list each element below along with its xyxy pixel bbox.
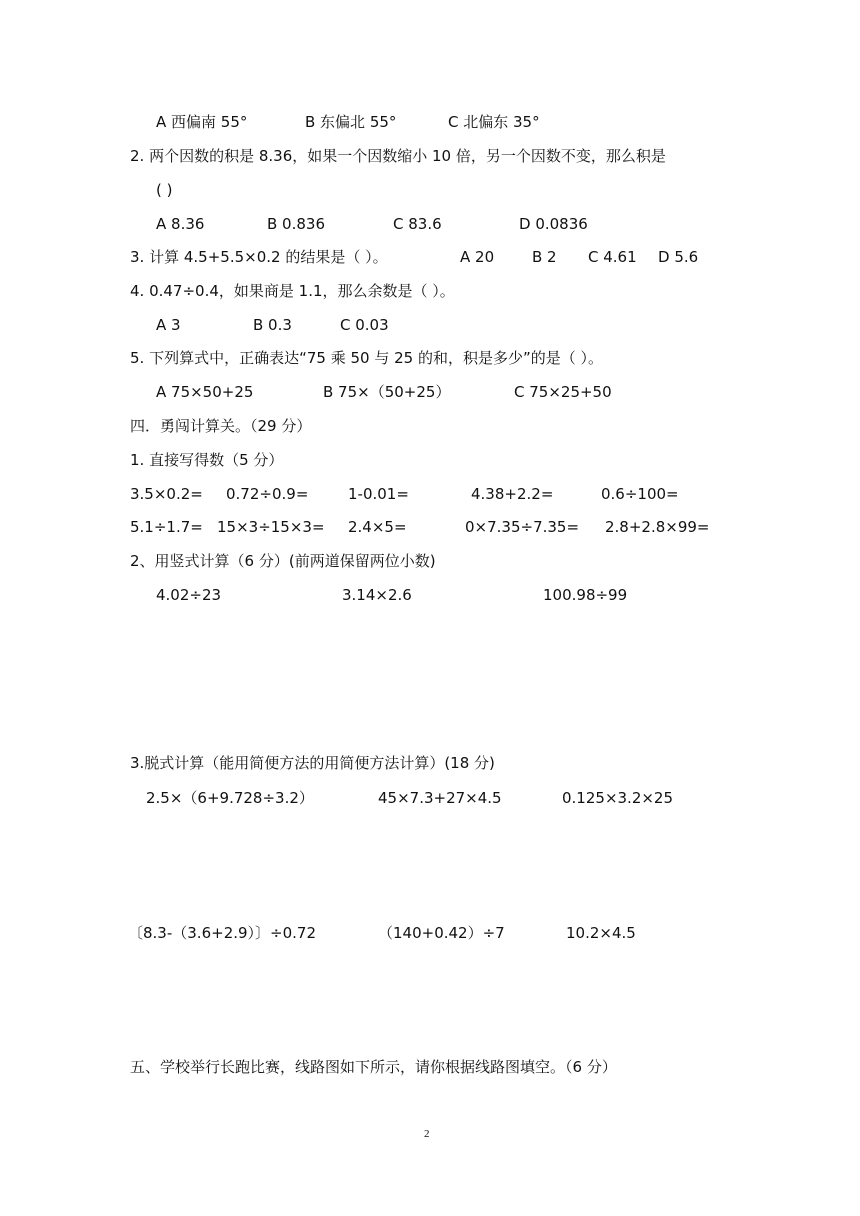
mental-calc-item: 2.4×5= <box>348 518 407 536</box>
q1-option-c: C 北偏东 35° <box>448 113 540 131</box>
mental-calc-item: 3.5×0.2= <box>130 485 203 503</box>
q3-option-b: B 2 <box>532 248 557 266</box>
step-calc-item: 10.2×4.5 <box>566 924 636 942</box>
q2-option-b: B 0.836 <box>267 215 326 233</box>
section-5-title: 五、学校举行长跑比赛，线路图如下所示，请你根据线路图填空。（6 分） <box>130 1058 617 1076</box>
vertical-calc-item: 3.14×2.6 <box>342 586 412 604</box>
q4-option-a: A 3 <box>156 316 181 334</box>
step-calc-item: 45×7.3+27×4.5 <box>378 789 502 807</box>
q1-option-b: B 东偏北 55° <box>305 113 397 131</box>
q3-option-c: C 4.61 <box>588 248 637 266</box>
mental-calc-item: 0.72÷0.9= <box>226 485 309 503</box>
mental-calc-item: 0.6÷100= <box>601 485 679 503</box>
mental-calc-item: 5.1÷1.7= <box>130 518 203 536</box>
section-4-sub1: 1. 直接写得数（5 分） <box>130 451 284 469</box>
q4-stem: 4. 0.47÷0.4，如果商是 1.1，那么余数是（ ）。 <box>130 282 455 300</box>
q4-option-c: C 0.03 <box>340 316 389 334</box>
q4-option-b: B 0.3 <box>253 316 292 334</box>
mental-calc-item: 15×3÷15×3= <box>217 518 325 536</box>
q2-option-d: D 0.0836 <box>519 215 588 233</box>
q2-stem: 2. 两个因数的积是 8.36，如果一个因数缩小 10 倍，另一个因数不变，那么积是 <box>130 147 666 165</box>
page-number: 2 <box>424 1128 430 1140</box>
q2-blank: ( ) <box>156 181 173 199</box>
step-calc-item: 0.125×3.2×25 <box>562 789 674 807</box>
q3-stem: 3. 计算 4.5+5.5×0.2 的结果是（ ）。 <box>130 248 388 266</box>
q2-option-a: A 8.36 <box>156 215 205 233</box>
q5-option-c: C 75×25+50 <box>514 383 612 401</box>
q1-option-a: A 西偏南 55° <box>156 113 248 131</box>
vertical-calc-item: 4.02÷23 <box>156 586 222 604</box>
step-calc-item: 〔8.3-（3.6+2.9）〕÷0.72 <box>128 924 317 942</box>
q3-option-a: A 20 <box>460 248 495 266</box>
mental-calc-item: 2.8+2.8×99= <box>605 518 710 536</box>
mental-calc-item: 4.38+2.2= <box>471 485 554 503</box>
mental-calc-item: 0×7.35÷7.35= <box>465 518 580 536</box>
q3-option-d: D 5.6 <box>658 248 699 266</box>
section-4-sub3: 3.脱式计算（能用简便方法的用简便方法计算）(18 分) <box>130 754 495 772</box>
mental-calc-item: 1-0.01= <box>348 485 409 503</box>
q5-option-a: A 75×50+25 <box>156 383 254 401</box>
section-4-sub2: 2、用竖式计算（6 分）(前两道保留两位小数) <box>130 552 436 570</box>
step-calc-item: 2.5×（6+9.728÷3.2） <box>146 789 314 807</box>
vertical-calc-item: 100.98÷99 <box>543 586 628 604</box>
q2-option-c: C 83.6 <box>393 215 442 233</box>
q5-option-b: B 75×（50+25） <box>323 383 451 401</box>
section-4-title: 四．勇闯计算关。（29 分） <box>130 417 312 435</box>
step-calc-item: （140+0.42）÷7 <box>378 924 505 942</box>
q5-stem: 5. 下列算式中，正确表达“75 乘 50 与 25 的和，积是多少”的是（ ）。 <box>130 349 603 367</box>
